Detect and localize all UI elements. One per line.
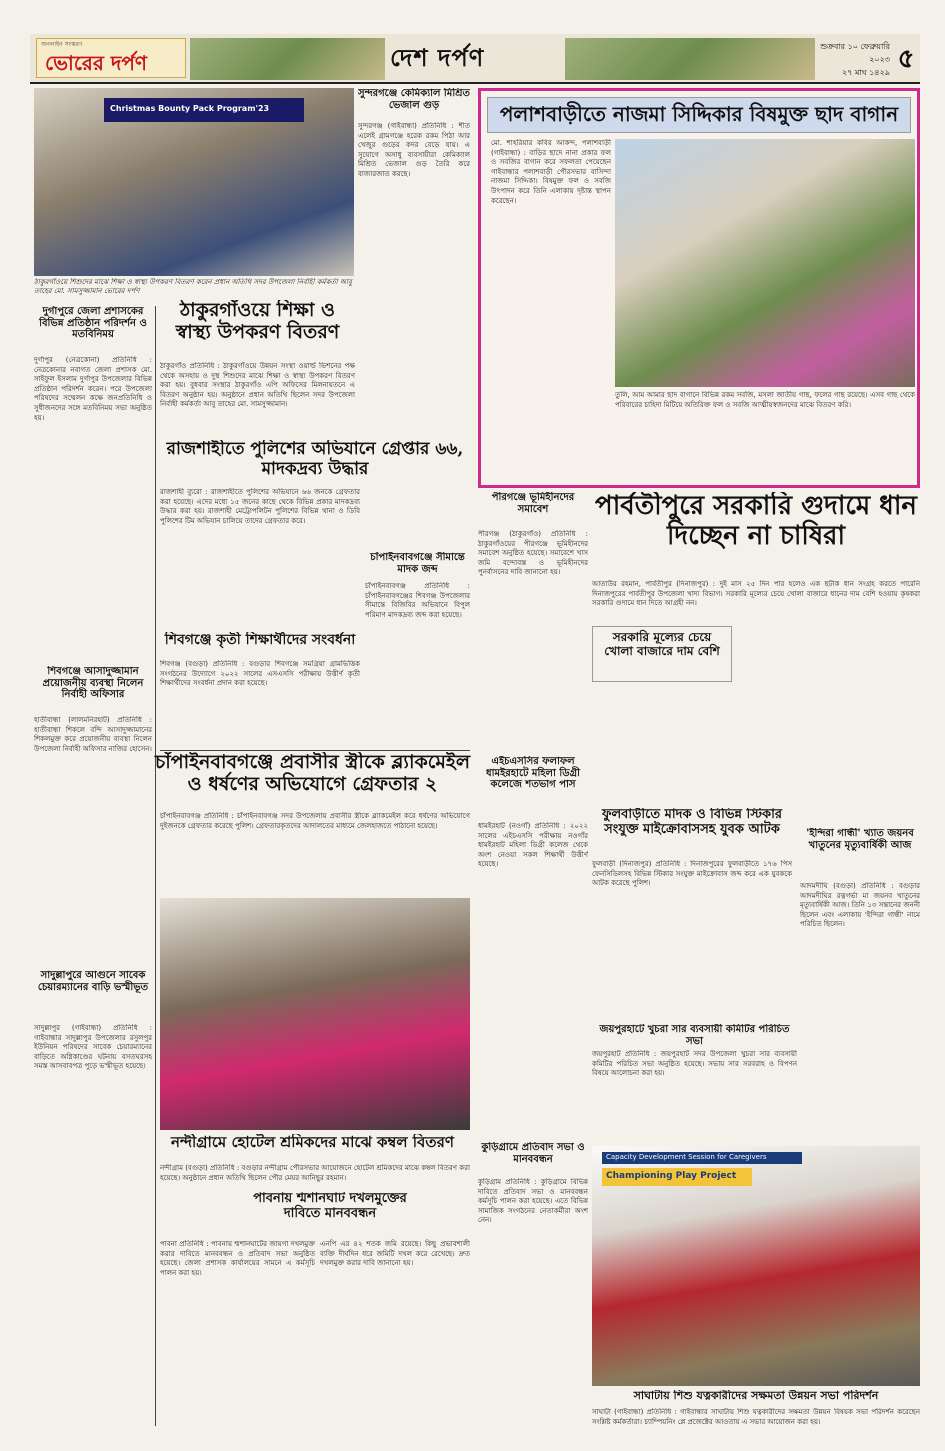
sagata-body: সাঘাটা (গাইবান্ধা) প্রতিনিধি : গাইবান্ধার সাঘাটায় শিশু যত্নকারীদের সক্ষমতা উন্নয়ন বিষয়ক সভা পরিদর্শন করেছেন সংশ্লিষ্ট কর্মকর্তারা। চ্যাম্পিয়নিং প্লে প্রজেক্টের আওতায় এ সভার আয়োজন করা হয়। <box>592 1408 920 1426</box>
shibganj-students-body: শিবগঞ্জ (বগুড়া) প্রতিনিধি : বগুড়ার শিবগঞ্জে সমগ্রিয়া গ্রামভিত্তিক সংগঠনের উদ্যোগে ২০২২ সালের এসএসসি পরীক্ষায় উত্তীর্ণ কৃতী শিক্ষার্থীদের সংবর্ধনা প্রদান করা হয়েছে। <box>160 660 360 688</box>
event-banner: Christmas Bounty Pack Program'23 <box>104 98 304 122</box>
column-rule <box>155 306 156 1426</box>
kurigram-headline: কুড়িগ্রামে প্রতিবাদ সভা ও মানববন্ধন <box>481 1142 585 1165</box>
roof-garden-body: মো. শাহরিয়ার কবির আকন্দ, পলাশবাড়ী (গাইবান্ধা) : বাড়ির ছাদে নানা প্রকার ফল ও সবজির বাগান করে সফলতা পেয়েছেন গাইবান্ধার পলাশবাড়ী পৌরসভার বাসিন্দা নাজমা সিদ্দিকা। বিষমুক্ত ফল ও সবজি উৎপাদন করে তিনি এলাকায় দৃষ্টান্ত স্থাপন করেছেন। <box>491 139 611 205</box>
nandigram-headline: নন্দীগ্রামে হোটেল শ্রমিকদের মাঝে কম্বল বিতরণ <box>171 1134 454 1151</box>
thakurgaon-body: ঠাকুরগাঁও প্রতিনিধি : ঠাকুরগাঁওয়ে উন্নয়ন সংস্থা ওয়ার্ল্ড ভিশনের পক্ষ থেকে অসহায় ও দুস্থ শিশুদের মাঝে শিক্ষা ও স্বাস্থ্য উপকরণ বিতরণ করা হয়। বুধবার সংস্থার ঠাকুরগাঁও এপি অফিসের মিলনায়তনে এ বিতরণ অনুষ্ঠান হয়। অনুষ্ঠানে প্রধান অতিথি ছিলেন সদর উপজেলা নির্বাহী কর্মকর্তা আবু তাহের মো. সামসুজ্জামান। <box>160 362 355 409</box>
thakurgaon-headline: ঠাকুরগাঁওয়ে শিক্ষা ও স্বাস্থ্য উপকরণ বিতরণ <box>175 300 340 343</box>
sundarganj-headline: সুন্দরগঞ্জে কেমিক্যাল মিশ্রিত ভেজাল গুড় <box>358 88 470 111</box>
rajshahi-headline: রাজশাহীতে পুলিশের অভিযানে গ্রেপ্তার ৬৬, মাদকদ্রব্য উদ্ধার <box>166 440 464 479</box>
logo-tagline: অনলাইন সংস্করণ <box>41 41 83 48</box>
parbatipur-body: আতাউর রহমান, পার্বতীপুর (দিনাজপুর) : দুই মাস ২৫ দিন পার হলেও এক ছটাক ধান সংগ্রহ করতে পারেনি দিনাজপুরের পার্বতীপুর উপজেলা খাদ্য বিভাগ। সরকারি মূল্যের চেয়ে খোলা বাজারে ধানের দাম বেশি হওয়ায় কৃষকরা সরকারি গুদামে ধান দিতে আগ্রহী নন। <box>592 580 920 608</box>
roof-garden-quote: তুলি, আম আমার ছাদ বাগানে বিভিন্ন রকম সবজি, মসলা জাতীয় গাছ, ফলের গাছ রয়েছে। এসব গাছ থেকে পরিবারের চাহিদা মিটিয়ে অতিরিক্ত ফল ও সবজি আত্মীয়স্বজনদের মাঝে বিতরণ করি। <box>615 391 915 409</box>
college-result-body: ধামইরহাট (নওগাঁ) প্রতিনিধি : ২০২২ সালের এইচএসসি পরীক্ষায় নওগাঁর ধামইরহাট মহিলা ডিগ্রী কলেজ থেকে অংশ নেওয়া সকল শিক্ষার্থী উত্তীর্ণ হয়েছে। <box>478 822 588 869</box>
fulbari-body: ফুলবাড়ী (দিনাজপুর) প্রতিনিধি : দিনাজপুরের ফুলবাড়ীতে ১৭৬ পিস ফেনসিডিলসহ বিভিন্ন স্টিকার সংযুক্ত মাইক্রোবাস জব্দ করে এক যুবককে আটক করেছে পুলিশ। <box>592 860 792 888</box>
chapai-blackmail-headline: চাঁপাইনবাবগঞ্জে প্রবাসীর স্ত্রীকে ব্ল্যাকমেইল ও ধর্ষণের অভিযোগে গ্রেফতার ২ <box>155 752 470 795</box>
roof-garden-box <box>478 88 920 488</box>
thakurgaon-photo <box>34 88 354 276</box>
chapai-madok-body: চাঁপাইনবাবগঞ্জ প্রতিনিধি : চাঁপাইনবাবগঞ্জের শিবগঞ্জ উপজেলার সীমান্তে বিজিবির অভিযানে বিপুল পরিমাণ মাদকদ্রব্য জব্দ করা হয়েছে। <box>365 582 470 619</box>
durgapur-headline: দুর্গাপুরে জেলা প্রশাসকের বিভিন্ন প্রতিষ্ঠান পরিদর্শন ও মতবিনিময় <box>39 306 147 340</box>
issue-date-bangla: ২৭ মাঘ ১৪২৯ <box>842 68 890 77</box>
kurigram-body: কুড়িগ্রাম প্রতিনিধি : কুড়িগ্রামে বিভিন্ন দাবিতে প্রতিবাদ সভা ও মানববন্ধন কর্মসূচি পালন করা হয়েছে। এতে বিভিন্ন সামাজিক সংগঠনের নেতাকর্মীরা অংশ নেন। <box>478 1178 588 1225</box>
blanket-distribution-photo <box>160 898 470 1130</box>
parbatipur-headline: পার্বতীপুরে সরকারি গুদামে ধান দিচ্ছেন না চাষিরা <box>595 492 917 551</box>
sadullapur-body: সাদুল্লাপুর (গাইবান্ধা) প্রতিনিধি : গাইবান্ধার সাদুল্লাপুর উপজেলার রসুলপুর ইউনিয়ন পরিষদের সাবেক চেয়ারম্যানের বাড়িতে অগ্নিকাণ্ডের ঘটনায় বসতঘরসহ সমস্ত আসবাবপত্র পুড়ে ভস্মীভূত হয়েছে। <box>34 1024 152 1071</box>
jaypurhat-body: জয়পুরহাট প্রতিনিধি : জয়পুরহাট সদর উপজেলা খুচরা সার ব্যবসায়ী কমিটির পরিচিত সভা অনুষ্ঠিত হয়েছে। সভায় সার সরবরাহ ও বিপণন বিষয়ে আলোচনা করা হয়। <box>592 1050 797 1078</box>
capacity-session-banner: Capacity Development Session for Caregivers <box>602 1152 802 1164</box>
sirajganj-body: এনপি এর ৪২ শতক জমি রয়েছে। কিছু প্রভাবশালী ব্যক্তি দীর্ঘদিন ধরে জমিটি দখল করে রেখেছে। দ্রুত দখলমুক্ত করার দাবি জানানো হয়। <box>320 1240 470 1268</box>
college-result-headline: এইচএসসির ফলাফল ধামইরহাটে মহিলা ডিগ্রী কলেজে শতভাগ পাস <box>486 756 580 790</box>
shibganj-officer-headline: শিবগঞ্জে আসাদুজ্জামান প্রয়োজনীয় ব্যবস্থা নিলেন নির্বাহী অফিসার <box>42 666 144 700</box>
thakurgaon-caption-credit: ভোরের দর্পণ <box>103 287 140 295</box>
chapai-madok-headline: চাঁপাইনবাবগঞ্জে সীমান্তে মাদক জব্দ <box>370 552 465 575</box>
indira-body: আদমদীঘি (বগুড়া) প্রতিনিধি : বগুড়ার আদমদীঘির রত্নগর্ভা মা জয়নব খাতুনের মৃত্যুবার্ষিকী আজ। তিনি ১৩ সন্তানের জননী ছিলেন এবং এলাকায় 'ইন্দিরা গান্ধী' নামে পরিচিত ছিলেন। <box>800 882 920 929</box>
thakurgaon-caption-text: ঠাকুরগাঁওয়ে শিশুদের মাঝে শিক্ষা ও স্বাস্থ্য উপকরণ বিতরণ করেন প্রধান অতিথি সদর উপজেলা নির্বাহী কর্মকর্তা আবু তাহের মো. সামসুজ্জামান <box>34 278 352 295</box>
pabna-body: পাবনা প্রতিনিধি : পাবনায় শ্মশানঘাটের জায়গা দখলমুক্ত করার দাবিতে মানববন্ধন ও প্রতিবাদ সভা অনুষ্ঠিত হয়েছে। জেলা প্রশাসক কার্যালয়ের সামনে এ কর্মসূচি পালন করা হয়। <box>160 1240 315 1277</box>
shibganj-students-headline: শিবগঞ্জে কৃতী শিক্ষার্থীদের সংবর্ধনা <box>164 632 356 648</box>
masthead-photo-strip-right <box>565 38 815 80</box>
issue-date <box>820 40 890 78</box>
section-divider <box>160 750 470 751</box>
shibganj-officer-body: হাতীবান্ধা (লালমনিরহাট) প্রতিনিধি : হাতীবান্ধা শিকলে বন্দি আসাদুজ্জামানের শিকলমুক্ত করে প্রয়োজনীয় ব্যবস্থা নিলেন উপজেলা নির্বাহী অফিসার নাজির হোসেন। <box>34 716 152 753</box>
chapai-blackmail-body: চাঁপাইনবাবগঞ্জ প্রতিনিধি : চাঁপাইনবাবগঞ্জ সদর উপজেলায় প্রবাসীর স্ত্রীকে ব্ল্যাকমেইল করে ধর্ষণের অভিযোগে দুইজনকে গ্রেফতার করেছে পুলিশ। গ্রেফতারকৃতদের আদালতের মাধ্যমে জেলহাজতে পাঠানো হয়েছে। <box>160 812 470 830</box>
logo-text: ভোরের দর্পণ <box>45 51 147 75</box>
roof-garden-photo <box>615 139 915 387</box>
jaypurhat-headline: জয়পুরহাটে খুচরা সার ব্যবসায়ী কমিটির পরিচিত সভা <box>599 1024 790 1047</box>
rajshahi-body: রাজশাহী ব্যুরো : রাজশাহীতে পুলিশের অভিযানে ৬৬ জনকে গ্রেফতার করা হয়েছে। এদের মধ্যে ১৫ জনের কাছে থেকে বিভিন্ন প্রকার মাদকদ্রব্য উদ্ধার করা হয়। রাজশাহী মেট্রোপলিটন পুলিশের বিভিন্ন থানা ও ডিবি পুলিশের টিম অভিযান চালিয়ে তাদের গ্রেফতার করে। <box>160 488 360 525</box>
masthead-photo-strip-left <box>190 38 385 80</box>
section-title: দেশ দর্পণ <box>390 43 485 72</box>
durgapur-body: দুর্গাপুর (নেত্রকোনা) প্রতিনিধি : নেত্রকোনার নবাগত জেলা প্রশাসক মো. সাইফুল ইসলাম দুর্গাপুর উপজেলার বিভিন্ন প্রতিষ্ঠান পরিদর্শন করেন। পরে উপজেলা পরিষদের সম্মেলন কক্ষে জনপ্রতিনিধি ও সুধীজনদের সঙ্গে মতবিনিময় সভা অনুষ্ঠিত হয়। <box>34 356 152 422</box>
sagata-headline: সাঘাটায় শিশু যত্নকারীদের সক্ষমতা উন্নয়ন সভা পরিদর্শন <box>633 1390 879 1402</box>
nandigram-body: নন্দীগ্রাম (বগুড়া) প্রতিনিধি : বগুড়ার নন্দীগ্রাম পৌরসভার আয়োজনে হোটেল শ্রমিকদের মাঝে কম্বল বিতরণ করা হয়েছে। অনুষ্ঠানে প্রধান অতিথি ছিলেন পৌর মেয়র আনিছুর রহমান। <box>160 1164 470 1182</box>
parbatipur-pull-quote: সরকারি মূল্যের চেয়ে খোলা বাজারে দাম বেশি <box>592 626 732 682</box>
fulbari-headline: ফুলবাড়ীতে মাদক ও বিভিন্ন স্টিকার সংযুক্ত মাইক্রোবাসসহ যুবক আটক <box>601 808 783 837</box>
newspaper-logo <box>36 38 186 78</box>
issue-date-gregorian: শুক্রবার ১০ ফেব্রুয়ারি ২০২৩ <box>820 42 890 64</box>
sadullapur-headline: সাদুল্লাপুরে আগুনে সাবেক চেয়ারম্যানের বাড়ি ভস্মীভূত <box>37 970 149 993</box>
roof-garden-headline: পলাশবাড়ীতে নাজমা সিদ্দিকার বিষমুক্ত ছাদ বাগান <box>487 97 911 133</box>
pirganj-body: পীরগঞ্জ (ঠাকুরগাঁও) প্রতিনিধি : ঠাকুরগাঁওয়ের পীরগঞ্জে ভূমিহীনদের সমাবেশ অনুষ্ঠিত হয়েছে। সমাবেশে খাস জমি বন্দোবস্ত ও ভূমিহীনদের পুনর্বাসনের দাবি জানানো হয়। <box>478 530 588 577</box>
masthead <box>30 34 920 84</box>
page-number: ৫ <box>897 44 915 74</box>
championing-play-banner: Championing Play Project <box>602 1168 752 1186</box>
pirganj-headline: পীরগঞ্জে ভূমিহীনদের সমাবেশ <box>491 492 575 515</box>
sundarganj-body: সুন্দরগঞ্জ (গাইবান্ধা) প্রতিনিধি : শীত এলেই গ্রামগঞ্জে হরেক রকম পিঠা আর খেজুর গুড়ের কদর বেড়ে যায়। এ সুযোগে অসাধু ব্যবসায়ীরা কেমিক্যাল মিশ্রিত ভেজাল গুড় তৈরি করে বাজারজাত করছে। <box>358 122 470 178</box>
pabna-headline: পাবনায় শ্মশানঘাট দখলমুক্তের দাবিতে মানববন্ধন <box>253 1192 407 1221</box>
caregiver-session-photo <box>592 1146 920 1386</box>
indira-headline: 'ইন্দিরা গান্ধী' খ্যাত জয়নব খাতুনের মৃত্যুবার্ষিকী আজ <box>806 828 914 851</box>
